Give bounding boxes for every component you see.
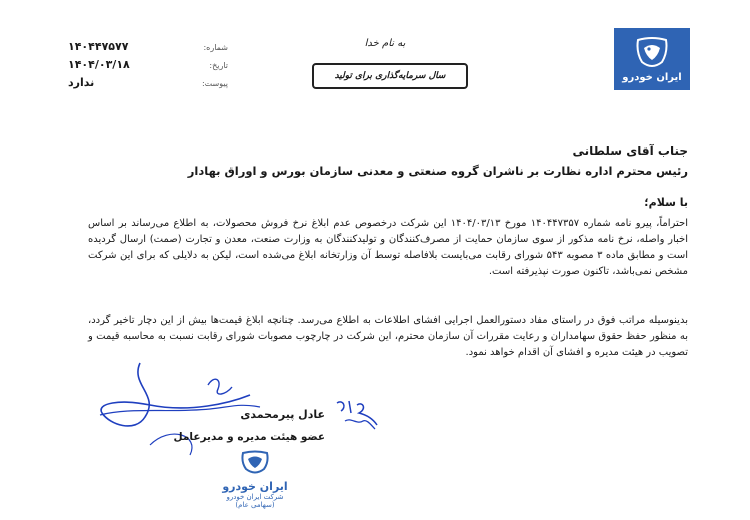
greeting: با سلام؛ — [644, 196, 688, 209]
paragraph-2: بدینوسیله مراتب فوق در راستای مفاد دستورالعمل اجرایی افشای اطلاعات به اطلاع می‌رسد. چنانچه ابلاغ قیمت‌ها بیش از این دچار تاخیر گردد، به منظور حفظ حقوق سهامداران و رعایت مقررات آن سازمان محترم، این شرکت در چارچوب مصوبات شورای رقابت نسبت به محاسبه قیمت و تصویب در هیئت مدیره و افشای آن اقدام خواهد نمود. — [88, 315, 688, 358]
date-value: ۱۴۰۴/۰۳/۱۸ — [68, 58, 130, 71]
logo-name: ایران خودرو — [622, 71, 682, 83]
paragraph-1: احتراماً، پیرو نامه شماره ۱۴۰۴۴۷۳۵۷ مورخ ۱۴۰۴/۰۳/۱۳ این شرکت درخصوص عدم ابلاغ نرخ فروش محصولات، به اطلاع می‌رساند بر اساس اخبار واصله، نرخ نامه مذکور از سوی سازمان حمایت از مصرف‌کنندگان و تولیدکنندگان به وزارت صنعت، معدن و تجارت (صمت) ارسال گردیده است و مطابق ماده ۳ مصوبه ۵۴۳ شورای رقابت می‌بایست بلافاصله توسط آن وزارتخانه ابلاغ می‌شده است، لیکن به دلایلی که برای این شرکت مشخص نمی‌باشد، تاکنون صورت نپذیرفته است. — [88, 218, 689, 277]
stamp-type: (سهامی عام) — [235, 501, 275, 509]
recipient-title: رئیس محترم اداره نظارت بر ناشران گروه صنعتی و معدنی سازمان بورس و اوراق بهادار — [187, 164, 688, 178]
stamp-emblem-icon — [238, 450, 272, 476]
company-stamp — [200, 450, 310, 509]
basmala: به نام خدا — [364, 38, 406, 49]
lion-emblem-icon — [632, 36, 672, 70]
attachment-value: ندارد — [68, 76, 95, 89]
slogan-box — [312, 63, 468, 89]
signer-name: عادل پیرمحمدی — [240, 408, 325, 421]
letter-meta — [68, 40, 228, 94]
stamp-brand: ایران خودرو — [222, 480, 288, 493]
signer-title: عضو هیئت مدیره و مدیرعامل — [173, 431, 325, 443]
number-label: شماره: — [203, 43, 228, 52]
number-value: ۱۴۰۴۴۷۵۷۷ — [68, 40, 129, 53]
slogan: سال سرمایه‌گذاری برای تولید — [334, 71, 446, 81]
date-row — [68, 58, 228, 76]
number-row — [68, 40, 228, 58]
stamp-company: شرکت ایران خودرو — [226, 493, 284, 501]
handwritten-date — [333, 395, 383, 435]
attachment-row — [68, 76, 228, 94]
attachment-label: پیوست: — [201, 79, 228, 88]
recipient: جناب آقای سلطانی — [572, 144, 688, 158]
company-logo — [614, 28, 690, 90]
date-label: تاریخ: — [209, 61, 228, 70]
